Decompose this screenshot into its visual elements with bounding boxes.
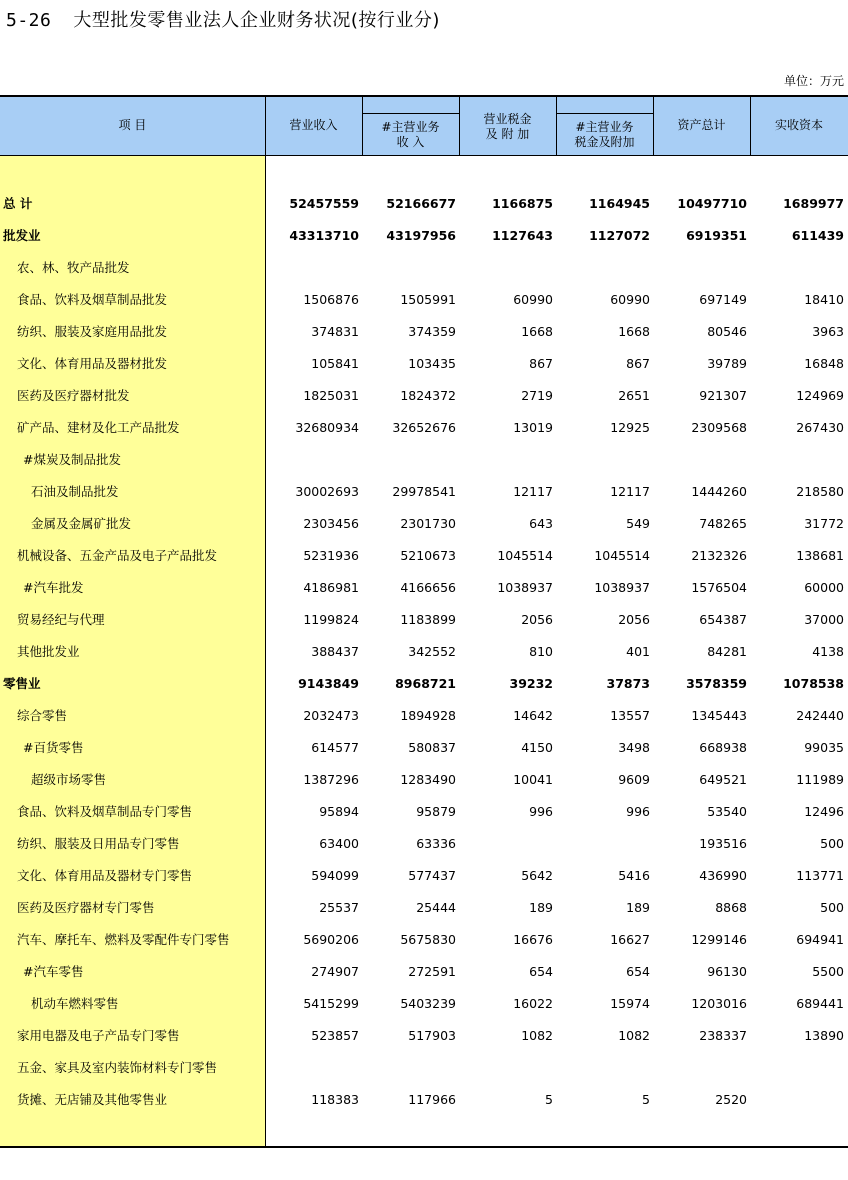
- cell-main-tax: 1127072: [589, 228, 650, 243]
- row-label: 农、林、牧产品批发: [17, 260, 130, 275]
- cell-main-tax: 189: [626, 900, 650, 915]
- row-label: #汽车批发: [23, 580, 84, 595]
- row-label: 石油及制品批发: [31, 484, 119, 499]
- header-total-assets: 资产总计: [677, 118, 726, 132]
- table-row: [0, 1052, 848, 1084]
- cell-tax: 16676: [513, 932, 553, 947]
- table-row: [0, 988, 848, 1020]
- cell-revenue: 388437: [311, 644, 359, 659]
- cell-main-revenue: 8968721: [395, 676, 456, 691]
- cell-total-assets: 53540: [707, 804, 747, 819]
- cell-total-assets: 84281: [707, 644, 747, 659]
- cell-main-revenue: 5210673: [400, 548, 456, 563]
- cell-paid-in-capital: 12496: [804, 804, 844, 819]
- cell-revenue: 1387296: [303, 772, 359, 787]
- cell-main-revenue: 95879: [416, 804, 456, 819]
- table-row: [0, 188, 848, 220]
- cell-main-tax: 2651: [618, 388, 650, 403]
- cell-main-tax: 15974: [610, 996, 650, 1011]
- table-row: [0, 380, 848, 412]
- row-label: 五金、家具及室内装饰材料专门零售: [17, 1060, 218, 1075]
- cell-main-tax: 5416: [618, 868, 650, 883]
- table-row: [0, 924, 848, 956]
- header-item: 项 目: [118, 118, 147, 132]
- cell-paid-in-capital: 18410: [804, 292, 844, 307]
- table-row: [0, 572, 848, 604]
- cell-tax: 810: [529, 644, 553, 659]
- cell-tax: 5642: [521, 868, 553, 883]
- cell-revenue: 43313710: [289, 228, 359, 243]
- cell-main-revenue: 1283490: [400, 772, 456, 787]
- cell-tax: 996: [529, 804, 553, 819]
- table-top-rule: [0, 95, 848, 97]
- cell-main-tax: 5: [642, 1092, 650, 1107]
- cell-main-revenue: 577437: [408, 868, 456, 883]
- cell-paid-in-capital: 3963: [812, 324, 844, 339]
- cell-revenue: 63400: [319, 836, 359, 851]
- table-row: [0, 316, 848, 348]
- header-main-tax-2: 税金及附加: [574, 135, 635, 149]
- cell-total-assets: 193516: [699, 836, 747, 851]
- row-label: 文化、体育用品及器材专门零售: [17, 868, 193, 883]
- cell-paid-in-capital: 267430: [796, 420, 844, 435]
- cell-tax: 1038937: [497, 580, 553, 595]
- row-label: 超级市场零售: [31, 772, 107, 787]
- cell-main-tax: 401: [626, 644, 650, 659]
- table-row: [0, 892, 848, 924]
- cell-paid-in-capital: 500: [820, 900, 844, 915]
- cell-revenue: 5690206: [303, 932, 359, 947]
- cell-paid-in-capital: 99035: [804, 740, 844, 755]
- cell-total-assets: 697149: [699, 292, 747, 307]
- cell-tax: 13019: [513, 420, 553, 435]
- cell-tax: 1127643: [492, 228, 553, 243]
- cell-paid-in-capital: 5500: [812, 964, 844, 979]
- cell-main-tax: 9609: [618, 772, 650, 787]
- table-row: [0, 252, 848, 284]
- cell-main-revenue: 32652676: [392, 420, 456, 435]
- cell-main-revenue: 517903: [408, 1028, 456, 1043]
- cell-revenue: 25537: [319, 900, 359, 915]
- cell-main-revenue: 5675830: [400, 932, 456, 947]
- cell-paid-in-capital: 31772: [804, 516, 844, 531]
- cell-main-revenue: 4166656: [400, 580, 456, 595]
- header-main-revenue-2: 收 入: [396, 135, 425, 149]
- cell-main-revenue: 117966: [408, 1092, 456, 1107]
- cell-total-assets: 748265: [699, 516, 747, 531]
- row-label: 家用电器及电子产品专门零售: [17, 1028, 180, 1043]
- table-title: 大型批发零售业法人企业财务状况(按行业分): [73, 10, 440, 31]
- cell-tax: 1082: [521, 1028, 553, 1043]
- row-label: 矿产品、建材及化工产品批发: [17, 420, 180, 435]
- cell-main-tax: 60990: [610, 292, 650, 307]
- cell-tax: 39232: [509, 676, 553, 691]
- table-row: [0, 540, 848, 572]
- table-row: [0, 668, 848, 700]
- cell-main-revenue: 1183899: [400, 612, 456, 627]
- table-bottom-rule: [0, 1146, 848, 1148]
- cell-main-revenue: 1894928: [400, 708, 456, 723]
- row-label: 贸易经纪与代理: [17, 612, 105, 627]
- cell-total-assets: 6919351: [686, 228, 747, 243]
- cell-paid-in-capital: 218580: [796, 484, 844, 499]
- cell-paid-in-capital: 124969: [796, 388, 844, 403]
- cell-paid-in-capital: 16848: [804, 356, 844, 371]
- cell-main-tax: 12925: [610, 420, 650, 435]
- cell-tax: 5: [545, 1092, 553, 1107]
- table-row: [0, 636, 848, 668]
- cell-tax: 1668: [521, 324, 553, 339]
- row-label: 汽车、摩托车、燃料及零配件专门零售: [17, 932, 230, 947]
- header-revenue: 营业收入: [289, 118, 338, 132]
- table-row: [0, 220, 848, 252]
- page-title: [6, 6, 440, 32]
- cell-revenue: 594099: [311, 868, 359, 883]
- cell-main-tax: 13557: [610, 708, 650, 723]
- table-row: [0, 476, 848, 508]
- cell-total-assets: 10497710: [677, 196, 747, 211]
- cell-total-assets: 8868: [715, 900, 747, 915]
- cell-total-assets: 2520: [715, 1092, 747, 1107]
- cell-total-assets: 96130: [707, 964, 747, 979]
- row-label: #煤炭及制品批发: [23, 452, 121, 467]
- cell-tax: 189: [529, 900, 553, 915]
- table-row: [0, 700, 848, 732]
- cell-total-assets: 1345443: [691, 708, 747, 723]
- cell-main-tax: 1082: [618, 1028, 650, 1043]
- cell-main-revenue: 52166677: [386, 196, 456, 211]
- cell-main-tax: 1038937: [594, 580, 650, 595]
- cell-total-assets: 654387: [699, 612, 747, 627]
- table-row: [0, 732, 848, 764]
- cell-tax: 643: [529, 516, 553, 531]
- cell-revenue: 1506876: [303, 292, 359, 307]
- cell-paid-in-capital: 13890: [804, 1028, 844, 1043]
- cell-revenue: 4186981: [303, 580, 359, 595]
- cell-revenue: 5231936: [303, 548, 359, 563]
- cell-paid-in-capital: 138681: [796, 548, 844, 563]
- cell-revenue: 95894: [319, 804, 359, 819]
- cell-paid-in-capital: 1078538: [783, 676, 844, 691]
- header-tax-1: 营业税金: [483, 112, 532, 126]
- cell-revenue: 2032473: [303, 708, 359, 723]
- row-label: 食品、饮料及烟草制品专门零售: [17, 804, 193, 819]
- cell-main-revenue: 1824372: [400, 388, 456, 403]
- cell-tax: 10041: [513, 772, 553, 787]
- cell-total-assets: 921307: [699, 388, 747, 403]
- cell-tax: 654: [529, 964, 553, 979]
- cell-total-assets: 3578359: [686, 676, 747, 691]
- table-row: [0, 764, 848, 796]
- cell-revenue: 118383: [311, 1092, 359, 1107]
- cell-total-assets: 1299146: [691, 932, 747, 947]
- cell-paid-in-capital: 694941: [796, 932, 844, 947]
- cell-revenue: 5415299: [303, 996, 359, 1011]
- cell-tax: 867: [529, 356, 553, 371]
- cell-total-assets: 436990: [699, 868, 747, 883]
- cell-main-tax: 867: [626, 356, 650, 371]
- row-label: 货摊、无店铺及其他零售业: [17, 1092, 168, 1107]
- cell-main-revenue: 342552: [408, 644, 456, 659]
- cell-tax: 12117: [513, 484, 553, 499]
- row-label: 食品、饮料及烟草制品批发: [17, 292, 168, 307]
- cell-total-assets: 39789: [707, 356, 747, 371]
- cell-paid-in-capital: 113771: [796, 868, 844, 883]
- cell-main-tax: 1164945: [589, 196, 650, 211]
- cell-tax: 1045514: [497, 548, 553, 563]
- row-label: 纺织、服装及家庭用品批发: [17, 324, 168, 339]
- table-row: [0, 1020, 848, 1052]
- cell-revenue: 2303456: [303, 516, 359, 531]
- cell-main-tax: 996: [626, 804, 650, 819]
- cell-main-revenue: 5403239: [400, 996, 456, 1011]
- cell-tax: 2719: [521, 388, 553, 403]
- cell-revenue: 105841: [311, 356, 359, 371]
- cell-total-assets: 1576504: [691, 580, 747, 595]
- cell-tax: 2056: [521, 612, 553, 627]
- row-label: 批发业: [3, 228, 41, 243]
- cell-revenue: 32680934: [295, 420, 359, 435]
- cell-main-tax: 1045514: [594, 548, 650, 563]
- cell-revenue: 1825031: [303, 388, 359, 403]
- table-row: [0, 956, 848, 988]
- cell-main-revenue: 272591: [408, 964, 456, 979]
- cell-main-tax: 549: [626, 516, 650, 531]
- row-label: 综合零售: [17, 708, 68, 723]
- cell-total-assets: 1444260: [691, 484, 747, 499]
- cell-total-assets: 1203016: [691, 996, 747, 1011]
- row-label: #百货零售: [23, 740, 84, 755]
- table-row: [0, 412, 848, 444]
- cell-main-tax: 37873: [606, 676, 650, 691]
- table-row: [0, 828, 848, 860]
- cell-main-revenue: 580837: [408, 740, 456, 755]
- cell-revenue: 614577: [311, 740, 359, 755]
- unit-label: 单位：万元: [783, 74, 844, 88]
- cell-total-assets: 2309568: [691, 420, 747, 435]
- cell-revenue: 523857: [311, 1028, 359, 1043]
- row-label: 金属及金属矿批发: [31, 516, 132, 531]
- header-main-revenue-1: #主营业务: [381, 120, 440, 134]
- table-number: 5-26: [6, 10, 52, 31]
- table-row: [0, 1084, 848, 1116]
- cell-main-tax: 16627: [610, 932, 650, 947]
- cell-paid-in-capital: 242440: [796, 708, 844, 723]
- cell-revenue: 9143849: [298, 676, 359, 691]
- cell-total-assets: 238337: [699, 1028, 747, 1043]
- cell-main-revenue: 43197956: [386, 228, 456, 243]
- cell-paid-in-capital: 37000: [804, 612, 844, 627]
- table-row: [0, 604, 848, 636]
- table-row: [0, 860, 848, 892]
- table-row: [0, 348, 848, 380]
- cell-revenue: 374831: [311, 324, 359, 339]
- row-label: 文化、体育用品及器材批发: [17, 356, 168, 371]
- cell-main-tax: 3498: [618, 740, 650, 755]
- cell-main-revenue: 103435: [408, 356, 456, 371]
- cell-total-assets: 80546: [707, 324, 747, 339]
- row-label: 机械设备、五金产品及电子产品批发: [17, 548, 218, 563]
- header-paid-in-capital: 实收资本: [774, 118, 823, 132]
- cell-revenue: 30002693: [295, 484, 359, 499]
- table-row: [0, 796, 848, 828]
- cell-total-assets: 668938: [699, 740, 747, 755]
- cell-main-tax: 2056: [618, 612, 650, 627]
- row-label: 医药及医疗器材专门零售: [17, 900, 155, 915]
- table-row: [0, 444, 848, 476]
- cell-paid-in-capital: 689441: [796, 996, 844, 1011]
- cell-tax: 1166875: [492, 196, 553, 211]
- cell-revenue: 1199824: [303, 612, 359, 627]
- cell-tax: 16022: [513, 996, 553, 1011]
- table-row: [0, 508, 848, 540]
- cell-paid-in-capital: 4138: [812, 644, 844, 659]
- cell-revenue: 52457559: [289, 196, 359, 211]
- cell-total-assets: 649521: [699, 772, 747, 787]
- cell-paid-in-capital: 500: [820, 836, 844, 851]
- cell-tax: 4150: [521, 740, 553, 755]
- row-label: 零售业: [3, 676, 41, 691]
- header-tax-2: 及 附 加: [485, 127, 530, 141]
- cell-tax: 14642: [513, 708, 553, 723]
- row-label: 医药及医疗器材批发: [17, 388, 130, 403]
- cell-paid-in-capital: 60000: [804, 580, 844, 595]
- row-label: #汽车零售: [23, 964, 84, 979]
- cell-revenue: 274907: [311, 964, 359, 979]
- cell-tax: 60990: [513, 292, 553, 307]
- cell-total-assets: 2132326: [691, 548, 747, 563]
- cell-paid-in-capital: 111989: [796, 772, 844, 787]
- row-label: 其他批发业: [17, 644, 80, 659]
- row-label: 机动车燃料零售: [31, 996, 119, 1011]
- cell-paid-in-capital: 611439: [791, 228, 844, 243]
- cell-paid-in-capital: 1689977: [783, 196, 844, 211]
- cell-main-revenue: 2301730: [400, 516, 456, 531]
- row-label: 纺织、服装及日用品专门零售: [17, 836, 180, 851]
- cell-main-tax: 654: [626, 964, 650, 979]
- cell-main-revenue: 63336: [416, 836, 456, 851]
- cell-main-revenue: 25444: [416, 900, 456, 915]
- cell-main-revenue: 1505991: [400, 292, 456, 307]
- cell-main-tax: 12117: [610, 484, 650, 499]
- table-row: [0, 284, 848, 316]
- cell-main-revenue: 374359: [408, 324, 456, 339]
- row-label: 总 计: [3, 196, 33, 211]
- cell-main-tax: 1668: [618, 324, 650, 339]
- cell-main-revenue: 29978541: [392, 484, 456, 499]
- header-main-tax-1: #主营业务: [575, 120, 634, 134]
